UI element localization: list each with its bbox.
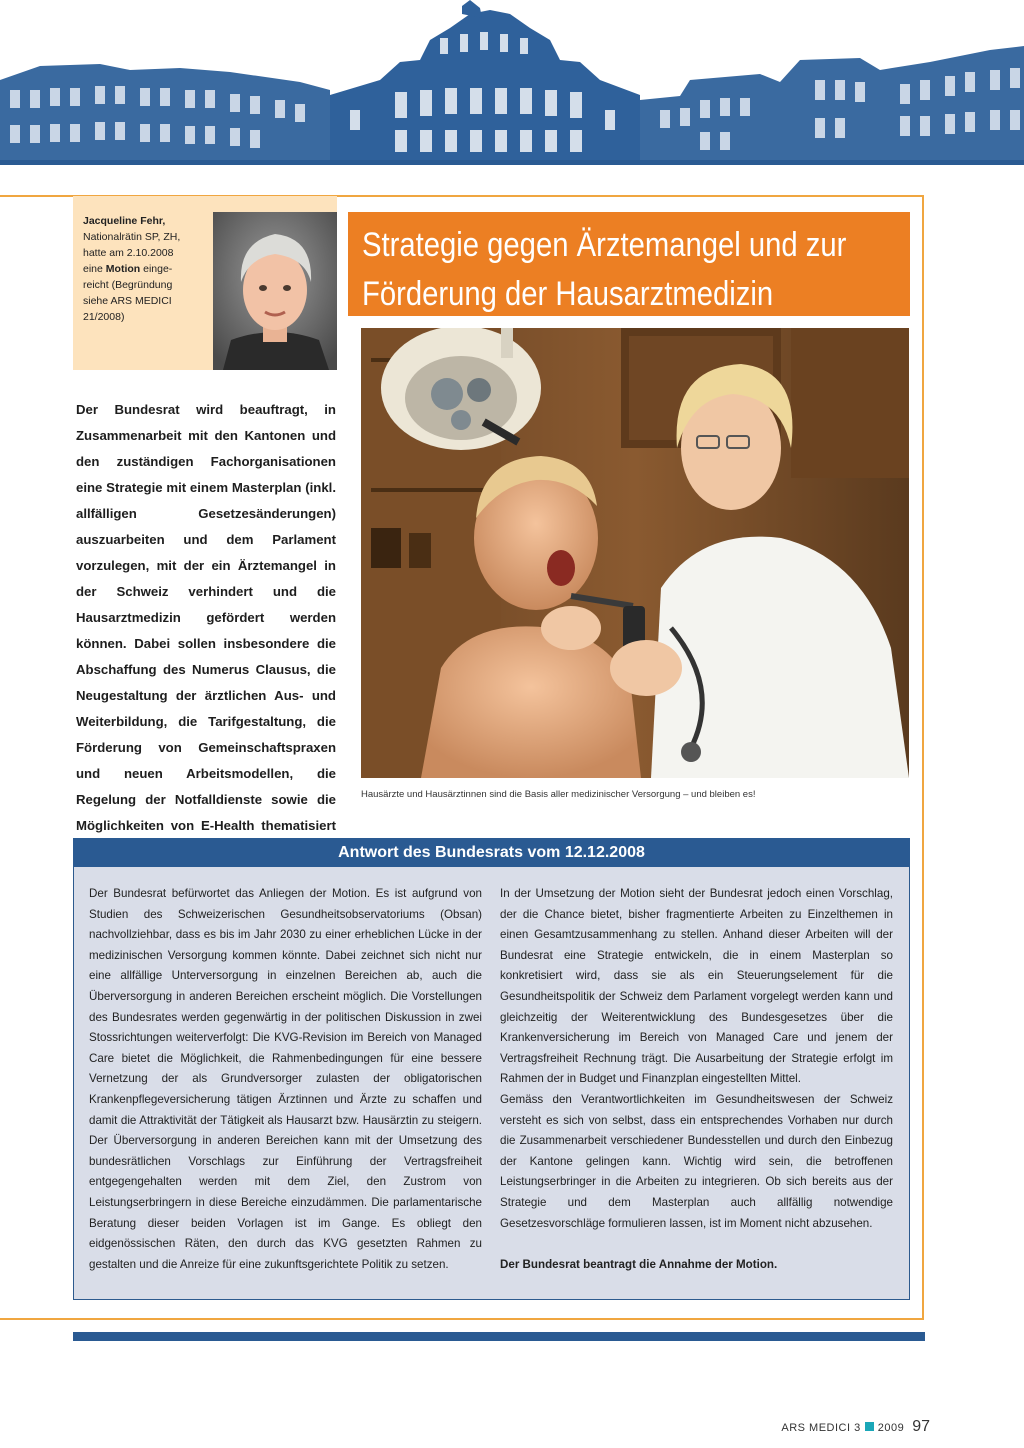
square-separator-icon <box>865 1422 874 1431</box>
author-motion-line <box>83 261 213 277</box>
journal-name: ARS MEDICI 3 <box>781 1422 861 1434</box>
page-number: 97 <box>912 1418 930 1435</box>
title-line-2: Förderung der Hausarztmedizin <box>362 275 774 313</box>
photo-caption: Hausärzte und Hausärztinnen sind die Basis aller medizinischer Versorgung – und bleiben es! <box>361 789 756 800</box>
author-text <box>83 213 213 325</box>
answer-paragraph: In der Umsetzung der Motion sieht der Bundesrat jedoch einen Vorschlag, der die Chance bietet, bisher fragmentierte Arbeiten zu Einzelthemen in einen Gesamtzusammenhang zu stellen. Anhand dieser Arbeiten will der Bundesrat eine Strategie entwickeln, die in einem Masterplan so konkretisiert wird, dass sie als ein Steuerungselement für die Gesundheitspolitik der Schweiz dem Parlament vorgelegt werden kann und gleichzeitig der Weiterentwicklung des Bundesgesetzes über die Krankenversicherung im Bereich von Managed Care und jenem der Vertragsfreiheit Rechnung trägt. Die Ausarbeitung der Strategie erfolgt im Rahmen der in Budget und Finanzplan eingestellten Mittel. <box>500 887 893 1086</box>
title-line-1: Strategie gegen Ärztemangel und zur <box>362 226 847 264</box>
author-line: siehe ARS MEDICI <box>83 295 172 307</box>
footer-info <box>748 1418 930 1436</box>
author-motion-prefix: eine <box>83 263 106 275</box>
author-line: reicht (Begründung <box>83 279 173 291</box>
journal-year: 2009 <box>877 1422 905 1434</box>
answer-conclusion: Der Bundesrat beantragt die Annahme der Motion. <box>500 1257 778 1271</box>
answer-header: Antwort des Bundesrats vom 12.12.2008 <box>73 838 910 867</box>
header-banner-parliament-image <box>0 0 1024 165</box>
article-title <box>362 221 847 319</box>
footer-bar <box>73 1332 925 1341</box>
answer-column-left <box>89 884 482 1275</box>
doctor-examining-child-photo <box>361 328 909 778</box>
answer-column-right <box>500 884 893 1275</box>
author-portrait-photo <box>213 212 337 370</box>
author-motion-suffix: einge- <box>140 263 173 275</box>
answer-paragraph: Der Bundesrat befürwortet das Anliegen der Motion. Es ist aufgrund von Studien des Schweizerischen Gesundheitsobservatoriums (Obsan) nachvollziehbar, dass es bis im Jahr 2030 zu einer erheblichen Lücke in der medizinischen Versorgung kommen könnte. Dabei zeichnet sich nicht nur eine allfällige Unterversorgung in einzelnen Bereichen ab, auch die Überversorgung in anderen Bereichen erscheint möglich. Die Vorstellungen des Bundesrates werden gegenwärtig in der politischen Diskussion in zwei Stossrichtungen weiterverfolgt: Die KVG-Revision im Bereich von Managed Care bietet die Möglichkeit, die Rahmenbedingungen für eine bessere Vernetzung der als Grundversorger zulasten der obligatorischen Krankenpflegeversicherung tätigen Ärztinnen und Ärzte zu schaffen und damit die Attraktivität der Tätigkeit als Hausarzt bzw. Hausärztin zu steigern. Der Überversorgung in anderen Bereichen kann mit der Umsetzung des bundesrätlichen Vorschlags zur Einführung der Vertragsfreiheit entgegengehalten werden mit dem Ziel, den Zustrom von Leistungserbringern in diese Bereiche einzudämmen. Die parlamentarische Beratung dieser beiden Vorlagen ist im Gange. Es obliegt den eidgenössischen Räten, den durch das KVG gesetzten Rahmen zu gestalten und die Anreize für eine zukunftsgerichtete Politik zu setzen. <box>89 887 482 1271</box>
motion-text: Der Bundesrat wird beauftragt, in Zusammenarbeit mit den Kantonen und den zuständigen Fachorganisationen eine Strategie mit einem Masterplan (inkl. allfälligen Gesetzesänderungen) auszuarbeiten und dem Parlament vorzulegen, mit der ein Ärztemangel in der Schweiz verhindert und die Hausarztmedizin gefördert werden können. Dabei sollen insbesondere die Abschaffung des Numerus Clausus, die Neugestaltung der ärztlichen Aus- und Weiterbildung, die Tarifgestaltung, die Förderung von Gemeinschaftspraxen und neuen Arbeitsmodellen, die Regelung der Notfalldienste sowie die Möglichkeiten von E-Health thematisiert <box>76 402 336 833</box>
author-line: Nationalrätin SP, ZH, <box>83 231 181 243</box>
author-name: Jacqueline Fehr, <box>83 215 166 227</box>
author-line: 21/2008) <box>83 311 125 323</box>
answer-paragraph: Gemäss den Verantwortlichkeiten im Gesundheitswesen der Schweiz versteht es sich von selbst, dass ein entsprechendes Vorhaben nur durch die Zusammenarbeit verschiedener Bundesstellen und durch den Einbezug der Kantone gelingen kann. Wichtig wird sein, die betroffenen Leistungserbringer in die Arbeiten zu integrieren. Ob sich bereits aus der Strategie und dem Masterplan auch allfällig notwendige Gesetzesvorschläge formulieren lassen, ist im Moment nicht abzusehen. <box>500 1092 893 1230</box>
author-motion-word: Motion <box>105 263 141 275</box>
author-line: hatte am 2.10.2008 <box>83 247 174 259</box>
